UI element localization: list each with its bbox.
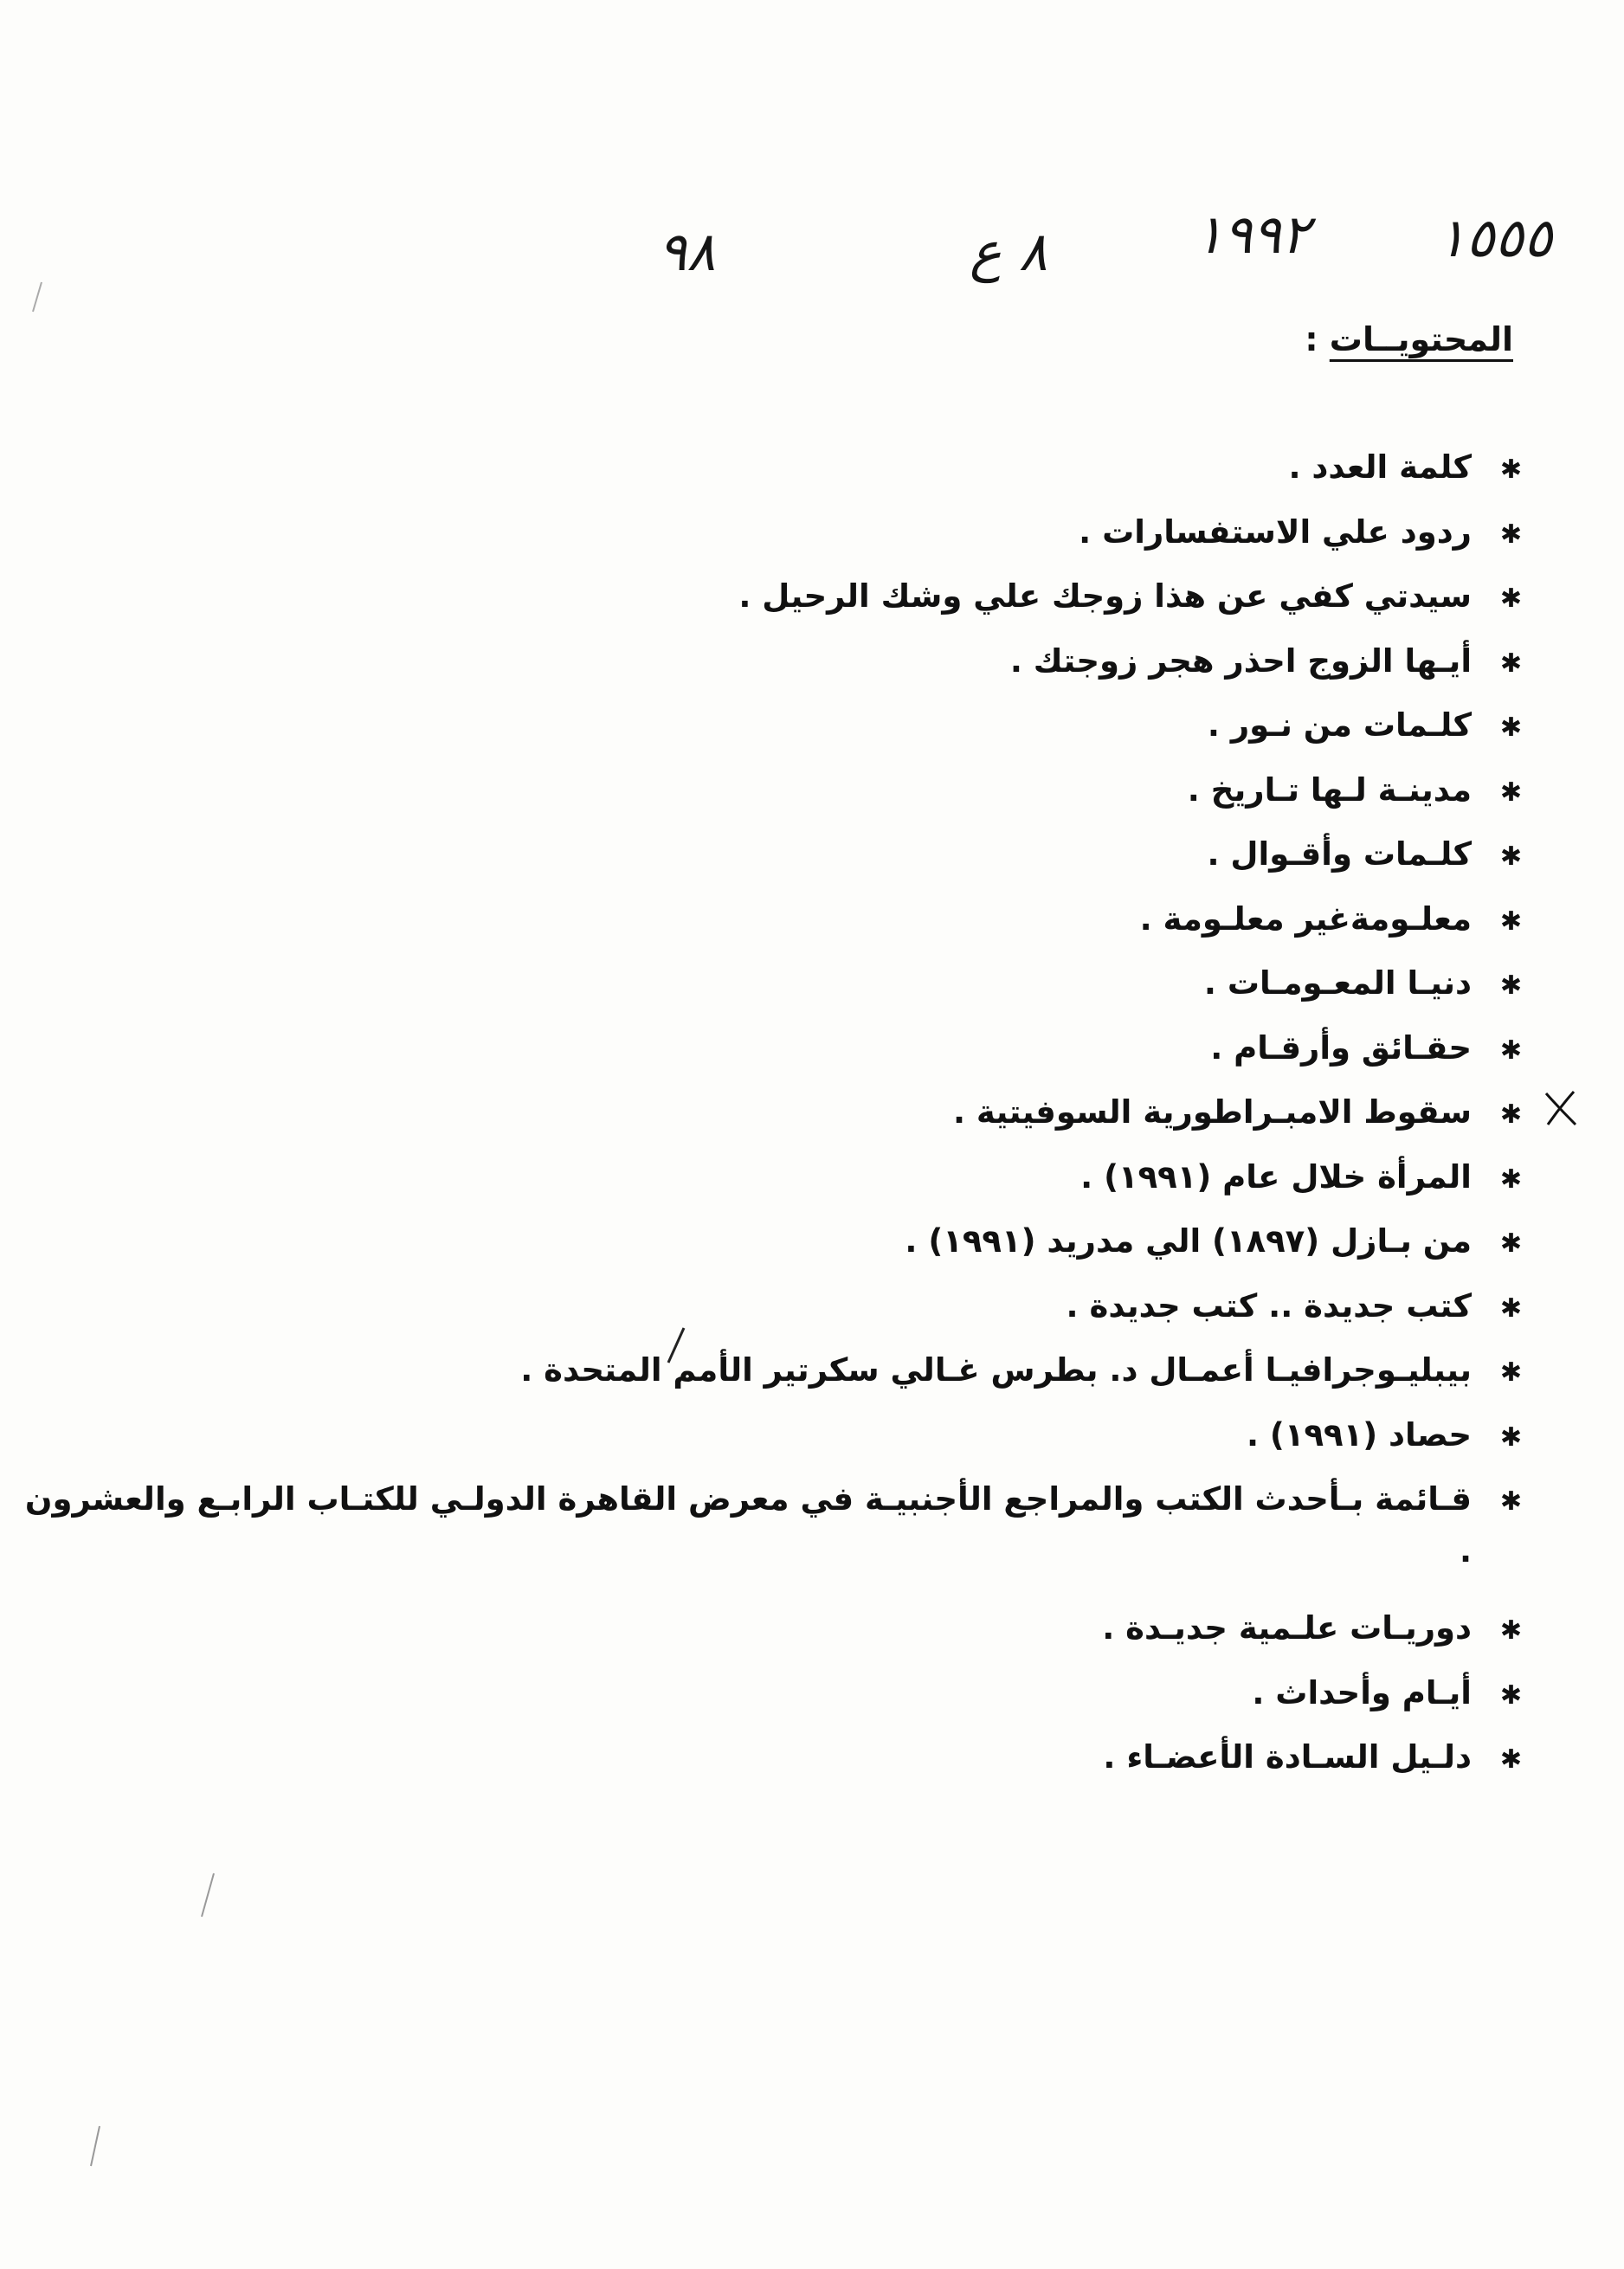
toc-item-text: سيدتي كفي عن هذا زوجك علي وشك الرحيل . [738,577,1472,615]
toc-item [14,764,1537,829]
toc-item-text: كلـمات من نـور . [1207,706,1472,744]
toc-item-text: أيـام وأحداث . [1252,1673,1472,1711]
asterisk-bullet-icon: ✱ [1499,1615,1525,1646]
asterisk-bullet-icon: ✱ [1499,1164,1525,1195]
asterisk-bullet-icon: ✱ [1499,1099,1525,1130]
asterisk-bullet-icon: ✱ [1499,1035,1525,1066]
toc-item [14,1151,1537,1216]
toc-item-text: بيبليـوجرافيـا أعمـال د. بطرس غـالي سكرتير الأمم المتحدة . [520,1351,1472,1389]
handwritten-issue-number: ٨ ع [970,220,1048,283]
toc-item-text: دلـيل السـادة الأعضـاء . [1103,1738,1472,1776]
toc-item-text: كلمة العدد . [1288,448,1472,486]
toc-item [14,1086,1537,1151]
asterisk-bullet-icon: ✱ [1499,970,1525,1001]
toc-item-text: دنيـا المعـومـات . [1203,964,1472,1002]
toc-item-text: دوريـات علـمية جديـدة . [1102,1609,1472,1647]
toc-item [14,828,1537,893]
toc-item [14,1731,1537,1796]
toc-item [14,893,1537,958]
table-of-contents [14,442,1537,1796]
toc-item-text: مدينـة لـها تـاريخ . [1187,770,1472,809]
asterisk-bullet-icon: ✱ [1499,712,1525,743]
toc-item [14,1473,1537,1602]
pen-tick-mark [658,1325,693,1368]
toc-item [14,1667,1537,1732]
handwritten-page-count: ٩٨ [658,220,716,283]
toc-item-text: سقوط الامبـراطورية السوفيتية . [952,1093,1472,1131]
toc-item [14,442,1537,506]
handwritten-year: ١٩٩٢ [1195,203,1311,266]
toc-item-text: حقـائق وأرقـام . [1210,1028,1472,1067]
toc-item-text: المرأة خلال عام (١٩٩١) . [1080,1157,1472,1196]
asterisk-bullet-icon: ✱ [1499,1228,1525,1259]
toc-item-text: ردود علي الاستفسارات . [1079,512,1472,551]
asterisk-bullet-icon: ✱ [1499,583,1525,614]
asterisk-bullet-icon: ✱ [1499,1292,1525,1324]
toc-item [14,699,1537,764]
handwritten-catalog-line [658,203,1576,286]
toc-item-text: أيـها الزوج احذر هجر زوجتك . [1009,641,1472,680]
asterisk-bullet-icon: ✱ [1499,519,1525,550]
toc-item-text: قـائمة بـأحدث الكتب والمراجع الأجنبيـة في معرض القاهرة الدولـي للكتـاب الرابـع والعشرون . [24,1480,1472,1570]
asterisk-bullet-icon: ✱ [1499,1679,1525,1711]
title-text: المحتويــات [1329,320,1513,358]
toc-item [14,1215,1537,1280]
toc-item-text: كتب جديدة .. كتب جديدة . [1066,1286,1472,1325]
toc-item-text: معلـومةغير معلـومة . [1139,899,1472,938]
asterisk-bullet-icon: ✱ [1499,454,1525,485]
scan-speck-mark [82,2121,108,2173]
asterisk-bullet-icon: ✱ [1499,841,1525,872]
toc-item-text: كلـمات وأقـوال . [1207,835,1472,873]
page-title [1305,320,1513,358]
toc-item [14,1280,1537,1345]
toc-item [14,1602,1537,1667]
toc-item [14,506,1537,571]
asterisk-bullet-icon: ✱ [1499,1486,1525,1517]
asterisk-bullet-icon: ✱ [1499,648,1525,679]
toc-item [14,1344,1537,1409]
toc-item [14,957,1537,1022]
scan-speck-mark [195,1870,221,1922]
handwritten-x-mark-icon [1541,1088,1581,1128]
toc-item-text: من بـازل (١٨٩٧) الي مدريد (١٩٩١) . [905,1222,1472,1260]
asterisk-bullet-icon: ✱ [1499,777,1525,808]
asterisk-bullet-icon: ✱ [1499,1357,1525,1388]
asterisk-bullet-icon: ✱ [1499,906,1525,937]
title-colon: : [1305,320,1330,358]
toc-item [14,635,1537,700]
toc-item [14,570,1537,635]
toc-item-text: حصاد (١٩٩١) . [1247,1415,1472,1454]
handwritten-code: ١٥٥٥ [1437,206,1553,269]
scan-speck-mark [26,277,52,329]
asterisk-bullet-icon: ✱ [1499,1744,1525,1775]
asterisk-bullet-icon: ✱ [1499,1421,1525,1453]
toc-item [14,1409,1537,1474]
toc-item [14,1022,1537,1087]
